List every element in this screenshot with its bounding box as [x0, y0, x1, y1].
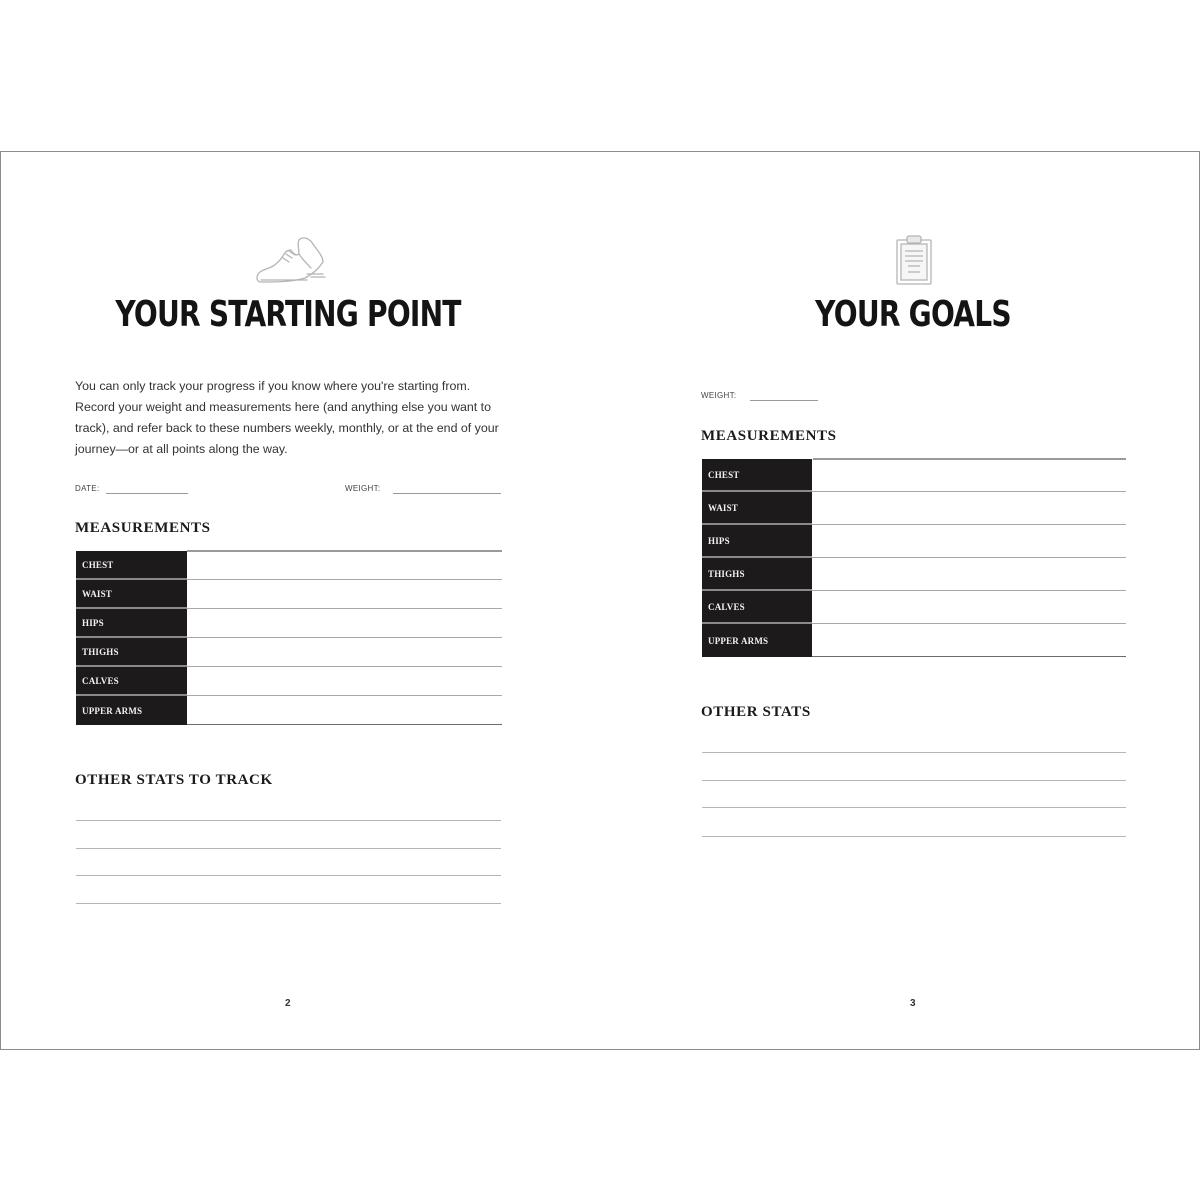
page-number: 3 — [910, 998, 916, 1009]
weight-label: WEIGHT: — [345, 484, 381, 493]
other-stats-line[interactable] — [702, 807, 1126, 808]
row-label: UPPER ARMS — [702, 624, 812, 657]
table-row — [702, 492, 1126, 525]
other-stats-heading: OTHER STATS — [701, 704, 811, 720]
table-row — [702, 525, 1126, 558]
row-label: THIGHS — [702, 558, 812, 591]
measurements-table — [702, 459, 1126, 657]
table-row — [76, 551, 502, 580]
row-label: CALVES — [702, 591, 812, 624]
page-title: YOUR GOALS — [815, 294, 1011, 335]
waist-goal-input[interactable] — [812, 492, 1126, 525]
other-stats-line[interactable] — [76, 875, 501, 876]
upper-arms-goal-input[interactable] — [812, 624, 1126, 657]
right-page — [626, 152, 1199, 1049]
row-label: UPPER ARMS — [76, 696, 187, 725]
weight-label: WEIGHT: — [701, 391, 737, 400]
weight-input-line[interactable] — [750, 400, 818, 401]
page-title: YOUR STARTING POINT — [115, 294, 461, 335]
table-row — [702, 558, 1126, 591]
row-label: WAIST — [76, 580, 187, 609]
row-label: HIPS — [702, 525, 812, 558]
row-label: THIGHS — [76, 638, 187, 667]
hips-goal-input[interactable] — [812, 525, 1126, 558]
table-row — [702, 624, 1126, 657]
table-row — [76, 609, 502, 638]
chest-input[interactable] — [187, 551, 502, 580]
other-stats-heading: OTHER STATS TO TRACK — [75, 772, 273, 788]
other-stats-line[interactable] — [76, 903, 501, 904]
hips-input[interactable] — [187, 609, 502, 638]
date-label: DATE: — [75, 484, 100, 493]
row-label: CHEST — [702, 459, 812, 492]
table-row — [76, 580, 502, 609]
clipboard-icon — [894, 234, 934, 286]
row-label: CHEST — [76, 551, 187, 580]
other-stats-line[interactable] — [76, 848, 501, 849]
intro-paragraph: You can only track your progress if you know where you're starting from. Record your weight and measurements here (and anything else you want to track), and refer back to these numbers weekly, monthly, or at the end of your journey—or at all points along the way. — [75, 379, 499, 456]
table-row — [76, 696, 502, 725]
table-row — [76, 667, 502, 696]
date-input-line[interactable] — [106, 493, 188, 494]
weight-input-line[interactable] — [393, 493, 501, 494]
calves-goal-input[interactable] — [812, 591, 1126, 624]
row-label: HIPS — [76, 609, 187, 638]
chest-goal-input[interactable] — [812, 459, 1126, 492]
thighs-goal-input[interactable] — [812, 558, 1126, 591]
sneaker-icon — [253, 234, 329, 286]
other-stats-line[interactable] — [702, 836, 1126, 837]
other-stats-line[interactable] — [76, 820, 501, 821]
calves-input[interactable] — [187, 667, 502, 696]
thighs-input[interactable] — [187, 638, 502, 667]
page-number: 2 — [285, 998, 291, 1009]
other-stats-line[interactable] — [702, 752, 1126, 753]
measurements-table — [76, 551, 502, 725]
upper-arms-input[interactable] — [187, 696, 502, 725]
book-spread — [0, 151, 1200, 1050]
table-row — [702, 591, 1126, 624]
table-row — [76, 638, 502, 667]
other-stats-line[interactable] — [702, 780, 1126, 781]
row-label: WAIST — [702, 492, 812, 525]
row-label: CALVES — [76, 667, 187, 696]
measurements-heading: MEASUREMENTS — [701, 428, 837, 444]
table-row — [702, 459, 1126, 492]
left-page — [1, 152, 576, 1049]
waist-input[interactable] — [187, 580, 502, 609]
measurements-heading: MEASUREMENTS — [75, 520, 211, 536]
